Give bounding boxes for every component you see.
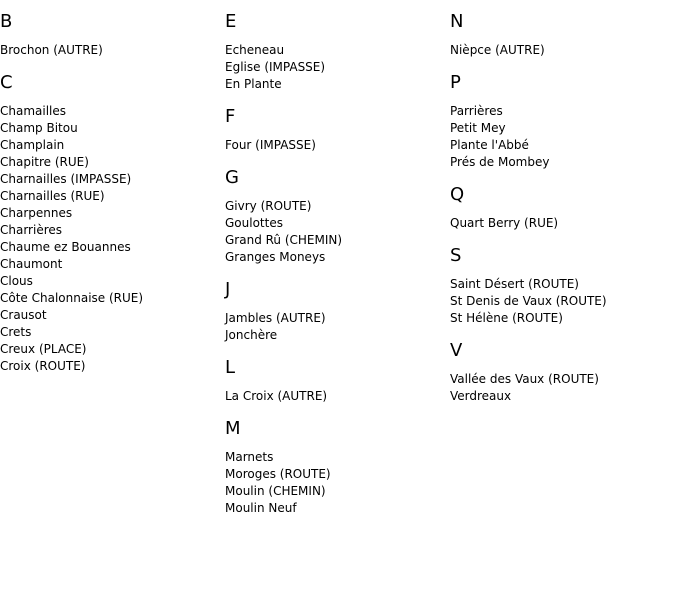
street-link[interactable]: Granges Moneys [225,250,326,264]
street-list [225,310,445,344]
letter-group [450,12,670,59]
street-link[interactable]: Moulin (CHEMIN) [225,484,326,498]
street-link[interactable]: Champ Bitou [0,121,78,135]
letter-heading: Q [450,184,465,205]
letter-heading: E [225,11,237,32]
street-list [225,42,445,93]
street-list [0,103,220,375]
street-link[interactable]: Parrières [450,104,503,118]
street-link[interactable]: Creux (PLACE) [0,342,87,356]
street-link[interactable]: Jonchère [225,328,278,342]
street-link[interactable]: Croix (ROUTE) [0,359,86,373]
index-column [0,12,220,389]
street-link[interactable]: Charnailles (IMPASSE) [0,172,132,186]
street-link[interactable]: Moroges (ROUTE) [225,467,331,481]
index-column [225,12,445,531]
letter-heading: M [225,418,241,439]
street-link[interactable]: Clous [0,274,33,288]
letter-group [225,419,445,517]
street-link[interactable]: Four (IMPASSE) [225,138,316,152]
street-list [450,215,670,232]
letter-group [225,358,445,405]
letter-group [450,73,670,171]
letter-heading: G [225,167,239,188]
street-link[interactable]: Brochon (AUTRE) [0,43,103,57]
street-link[interactable]: Crausot [0,308,47,322]
street-link[interactable]: St Denis de Vaux (ROUTE) [450,294,607,308]
street-list [450,371,670,405]
letter-heading: V [450,340,463,361]
street-list [0,42,220,59]
street-link[interactable]: Grand Rû (CHEMIN) [225,233,343,247]
street-list [225,198,445,266]
street-link[interactable]: Charrières [0,223,63,237]
street-link[interactable]: Givry (ROUTE) [225,199,312,213]
letter-group [450,341,670,405]
street-link[interactable]: Quart Berry (RUE) [450,216,559,230]
street-link[interactable]: Verdreaux [450,389,512,403]
letter-heading: P [450,72,461,93]
street-link[interactable]: Nièpce (AUTRE) [450,43,545,57]
letter-group [225,168,445,266]
street-link[interactable]: Chamailles [0,104,67,118]
letter-group [450,185,670,232]
letter-heading: N [450,11,464,32]
street-link[interactable]: Côte Chalonnaise (RUE) [0,291,144,305]
letter-group [0,73,220,375]
letter-group [225,280,445,344]
street-list [225,388,445,405]
street-link[interactable]: Crets [0,325,32,339]
street-link[interactable]: Vallée des Vaux (ROUTE) [450,372,599,386]
street-link[interactable]: Jambles (AUTRE) [225,311,326,325]
street-list [450,103,670,171]
letter-group [225,107,445,154]
street-link[interactable]: Chaume ez Bouannes [0,240,131,254]
street-link[interactable]: La Croix (AUTRE) [225,389,328,403]
index-column [450,12,670,419]
letter-group [0,12,220,59]
street-link[interactable]: Charpennes [0,206,73,220]
street-link[interactable]: Petit Mey [450,121,506,135]
street-link[interactable]: Eglise (IMPASSE) [225,60,326,74]
letter-heading: C [0,72,13,93]
street-link[interactable]: Charnailles (RUE) [0,189,105,203]
street-link[interactable]: Prés de Mombey [450,155,550,169]
street-link[interactable]: Saint Désert (ROUTE) [450,277,579,291]
letter-heading: J [225,279,231,300]
street-link[interactable]: Moulin Neuf [225,501,297,515]
letter-group [225,12,445,93]
letter-heading: B [0,11,13,32]
street-list [225,449,445,517]
street-list [225,137,445,154]
street-link[interactable]: St Hélène (ROUTE) [450,311,563,325]
street-link[interactable]: Marnets [225,450,274,464]
street-link[interactable]: Champlain [0,138,65,152]
letter-heading: S [450,245,462,266]
letter-heading: L [225,357,236,378]
street-link[interactable]: En Plante [225,77,282,91]
street-list [450,276,670,327]
street-link[interactable]: Plante l'Abbé [450,138,529,152]
street-list [450,42,670,59]
street-link[interactable]: Chaumont [0,257,63,271]
street-link[interactable]: Goulottes [225,216,283,230]
letter-heading: F [225,106,236,127]
street-link[interactable]: Chapitre (RUE) [0,155,89,169]
street-link[interactable]: Echeneau [225,43,285,57]
letter-group [450,246,670,327]
